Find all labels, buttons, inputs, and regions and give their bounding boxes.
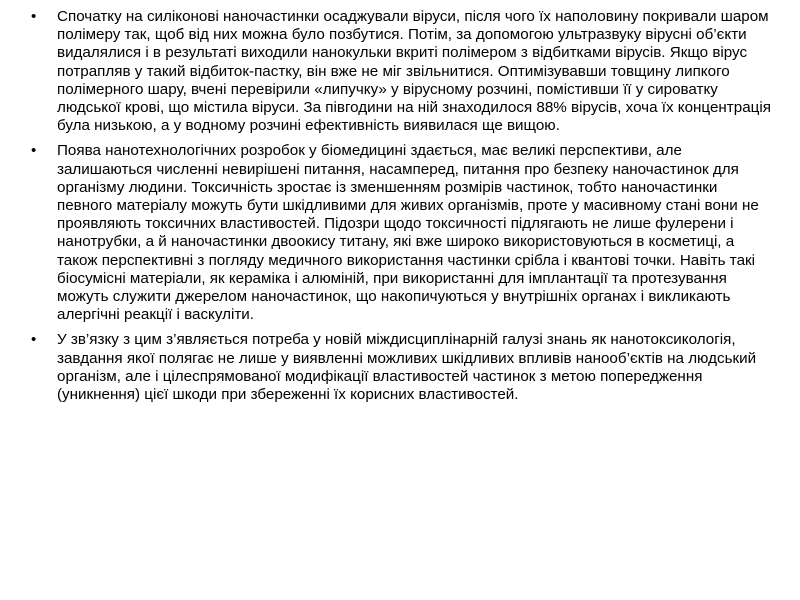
bullet-dot-icon: • (31, 8, 37, 25)
bullet-text-1: Спочатку на силіконові наночастинки осаджували віруси, після чого їх наполовину покривали шаром полімеру так, щоб від них можна було позбутися. Потім, за допомогою ультразвуку вірусні об’єкти видалялися і в результаті виходили нанокульки вкриті полімером з відбитками вірусів. Якщо вірус потрапляв у такий відбиток-пастку, він вже не міг звільнитися. Оптимізувавши товщину липкого полімерного шару, вчені перевірили «липучку» у вірусному розчині, помістивши її у сироватку людської крові, що містила віруси. За півгодини на ній знаходилося 88% вірусів, хоча їх концентрація була низькою, а у водному розчині ефективність виявилася ще вищою. (57, 8, 771, 135)
bullet-text-3: У зв’язку з цим з’являється потреба у новій міждисциплінарній галузі знань як нанотоксикологія, завдання якої полягає не лише у виявленні можливих шкідливих впливів нанооб’єктів на людський організм, але і цілеспрямованої модифікації властивостей частинок з метою попередження (уникнення) цієї шкоди при збереженні їх корисних властивостей. (57, 331, 757, 404)
bullet-text-2: Поява нанотехнологічних розробок у біомедицині здається, має великі перспективи, але залишаються численні невирішені питання, насамперед, питання про безпеку наночастинок для організму людини. Токсичність зростає із зменшенням розмірів частинок, тобто наночастинки певного матеріалу можуть бути шкідливими для живих організмів, проте у масивному стані вони не проявляють токсичних властивостей. Підозри щодо токсичності підлягають не лише фулерени і нанотрубки, а й наночастинки двоокису титану, які вже широко використовуються в косметиці, а також перспективні з погляду медичного використання частинки срібла і квантові точки. Навіть такі біосумісні матеріали, як кераміка і алюміній, при використанні для імплантації та протезування можуть служити джерелом наночастинок, що накопичуються у внутрішніх органах і викликають алергічні реакції і васкуліти. (57, 142, 759, 324)
bullet-list (28, 8, 772, 404)
bullet-item-1 (28, 8, 772, 135)
bullet-dot-icon: • (31, 331, 37, 349)
bullet-item-2 (28, 142, 772, 324)
bullet-item-3 (28, 331, 772, 404)
bullet-dot-icon: • (31, 142, 37, 160)
